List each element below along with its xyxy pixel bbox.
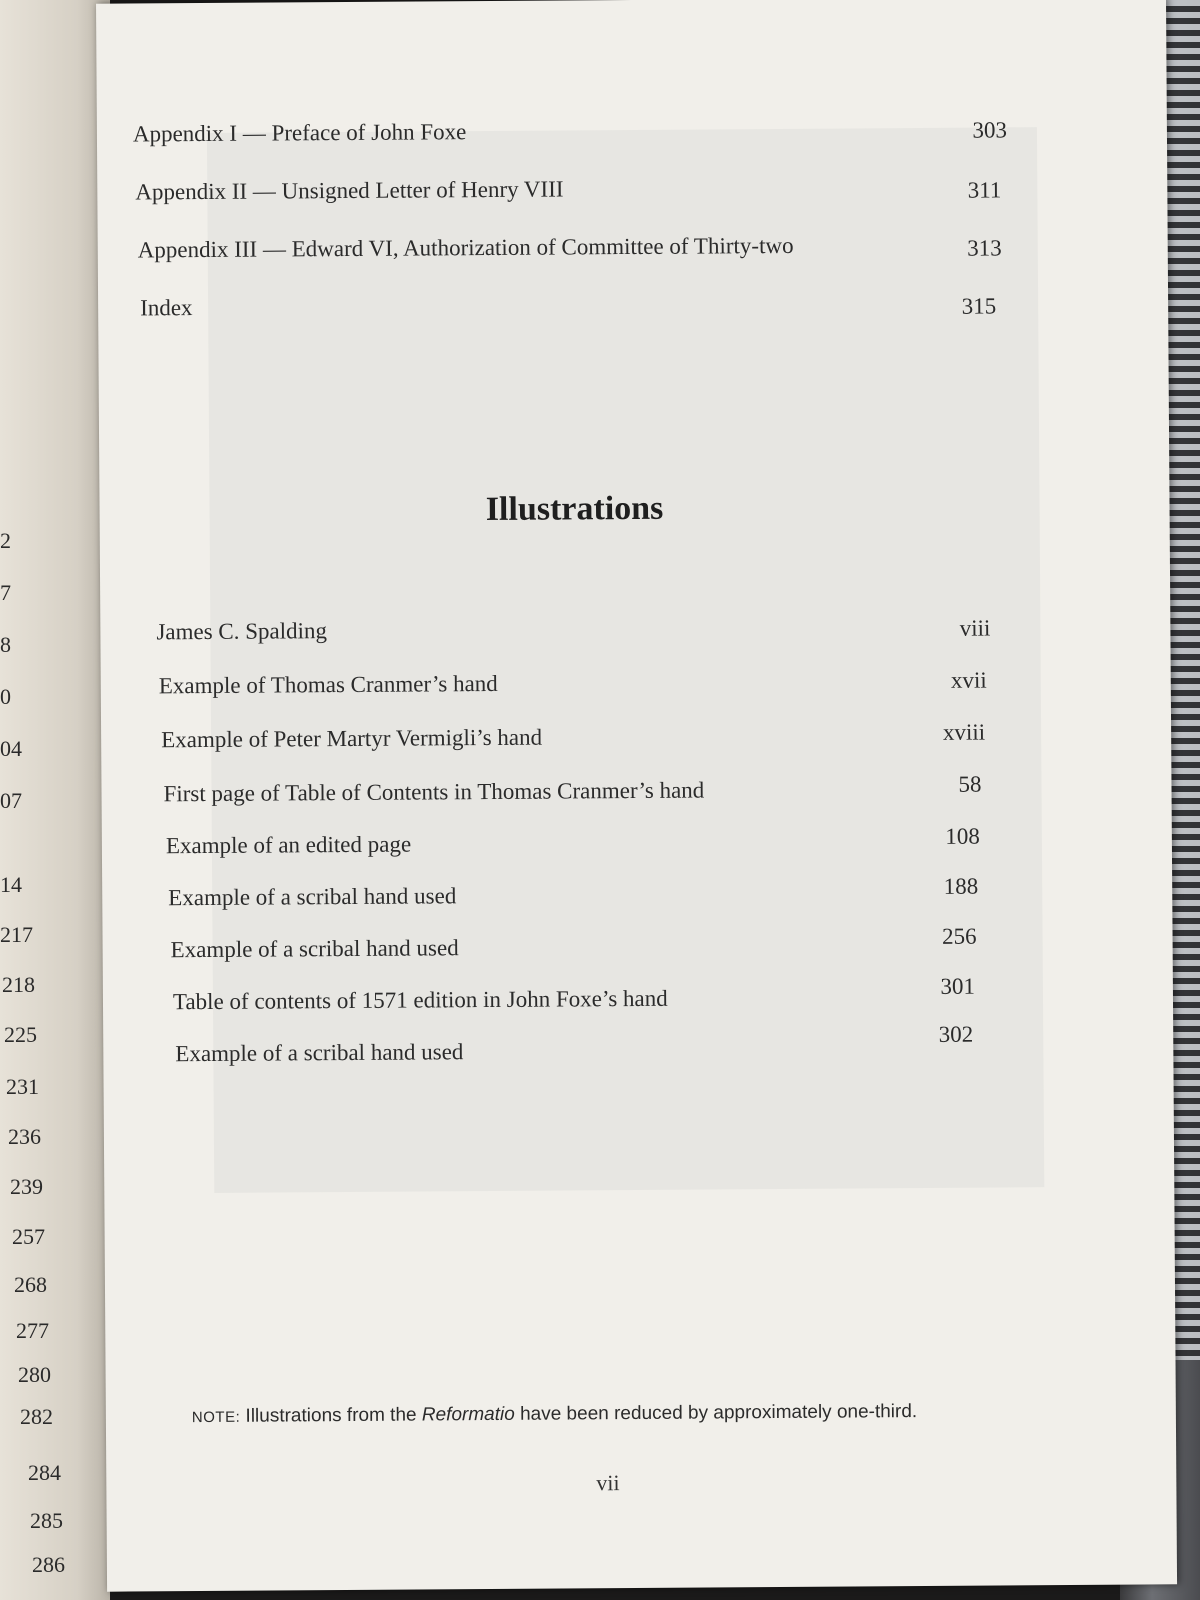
left-page-number: 7: [0, 580, 11, 605]
book-page: [96, 0, 1177, 1592]
contents-entry-page: 313: [967, 235, 1002, 261]
page-folio: vii: [596, 1470, 620, 1496]
left-page-number: 257: [12, 1224, 45, 1249]
left-page-number: 239: [10, 1174, 43, 1199]
left-page-number: 14: [0, 872, 22, 897]
illustration-page: 302: [938, 1021, 974, 1047]
left-page-number: 07: [0, 788, 22, 813]
illustration-page: viii: [959, 615, 991, 641]
note-text-part1: Illustrations from the: [240, 1404, 422, 1427]
illustration-page: 188: [943, 873, 979, 899]
left-page-number: 8: [0, 632, 11, 657]
contents-entry-page: 303: [972, 117, 1008, 143]
note-text-part2: have been reduced by approximately one-third.: [514, 1401, 918, 1425]
illustration-label: First page of Table of Contents in Thomas Cranmer’s hand: [163, 777, 705, 807]
left-page-number: 284: [28, 1460, 61, 1485]
illustration-label: Example of Thomas Cranmer’s hand: [158, 670, 498, 699]
left-page-number: 0: [0, 684, 11, 709]
contents-entry-label: Index: [140, 295, 193, 321]
illustration-label: Example of Peter Martyr Vermigli’s hand: [161, 724, 543, 753]
illustrations-heading: Illustrations: [485, 489, 664, 529]
left-page-number: 277: [16, 1318, 49, 1343]
left-page-number: 225: [4, 1022, 37, 1047]
illustration-label: Example of a scribal hand used: [175, 1039, 464, 1067]
contents-entry-label: Appendix III — Edward VI, Authorization of Committee of Thirty-two: [137, 232, 794, 263]
illustration-label: Example of a scribal hand used: [168, 883, 457, 911]
illustration-page: 301: [940, 973, 975, 999]
illustration-label: Table of contents of 1571 edition in John Foxe’s hand: [172, 985, 668, 1015]
illustration-label: James C. Spalding: [156, 618, 328, 645]
illustrations-note: [192, 1398, 952, 1431]
left-page-number: 285: [30, 1508, 63, 1533]
contents-entry-page: 311: [967, 177, 1002, 203]
note-prefix: NOTE:: [191, 1408, 241, 1427]
left-page-number: 286: [32, 1552, 65, 1577]
illustration-label: Example of an edited page: [165, 831, 412, 859]
contents-entry-page: 315: [961, 293, 997, 319]
contents-entry-label: Appendix II — Unsigned Letter of Henry VIII: [135, 176, 564, 205]
illustration-page: 256: [941, 923, 977, 949]
left-page-edge: [0, 0, 110, 1600]
illustration-page: 108: [945, 823, 980, 849]
contents-entry-label: Appendix I — Preface of John Foxe: [132, 119, 467, 147]
left-page-number: 2: [0, 528, 11, 553]
left-page-number: 217: [0, 922, 33, 947]
left-page-number: 236: [8, 1124, 41, 1149]
illustration-page: 58: [958, 771, 982, 797]
illustration-label: Example of a scribal hand used: [170, 935, 459, 963]
left-page-number: 282: [20, 1404, 53, 1429]
left-page-number: 218: [2, 972, 35, 997]
left-page-number: 04: [0, 736, 22, 761]
note-italic-title: Reformatio: [421, 1403, 515, 1426]
left-page-number: 268: [14, 1272, 47, 1297]
left-page-number: 280: [18, 1362, 51, 1387]
left-page-number: 231: [6, 1074, 39, 1099]
illustration-page: xviii: [942, 719, 986, 745]
illustration-page: xvii: [950, 667, 987, 693]
